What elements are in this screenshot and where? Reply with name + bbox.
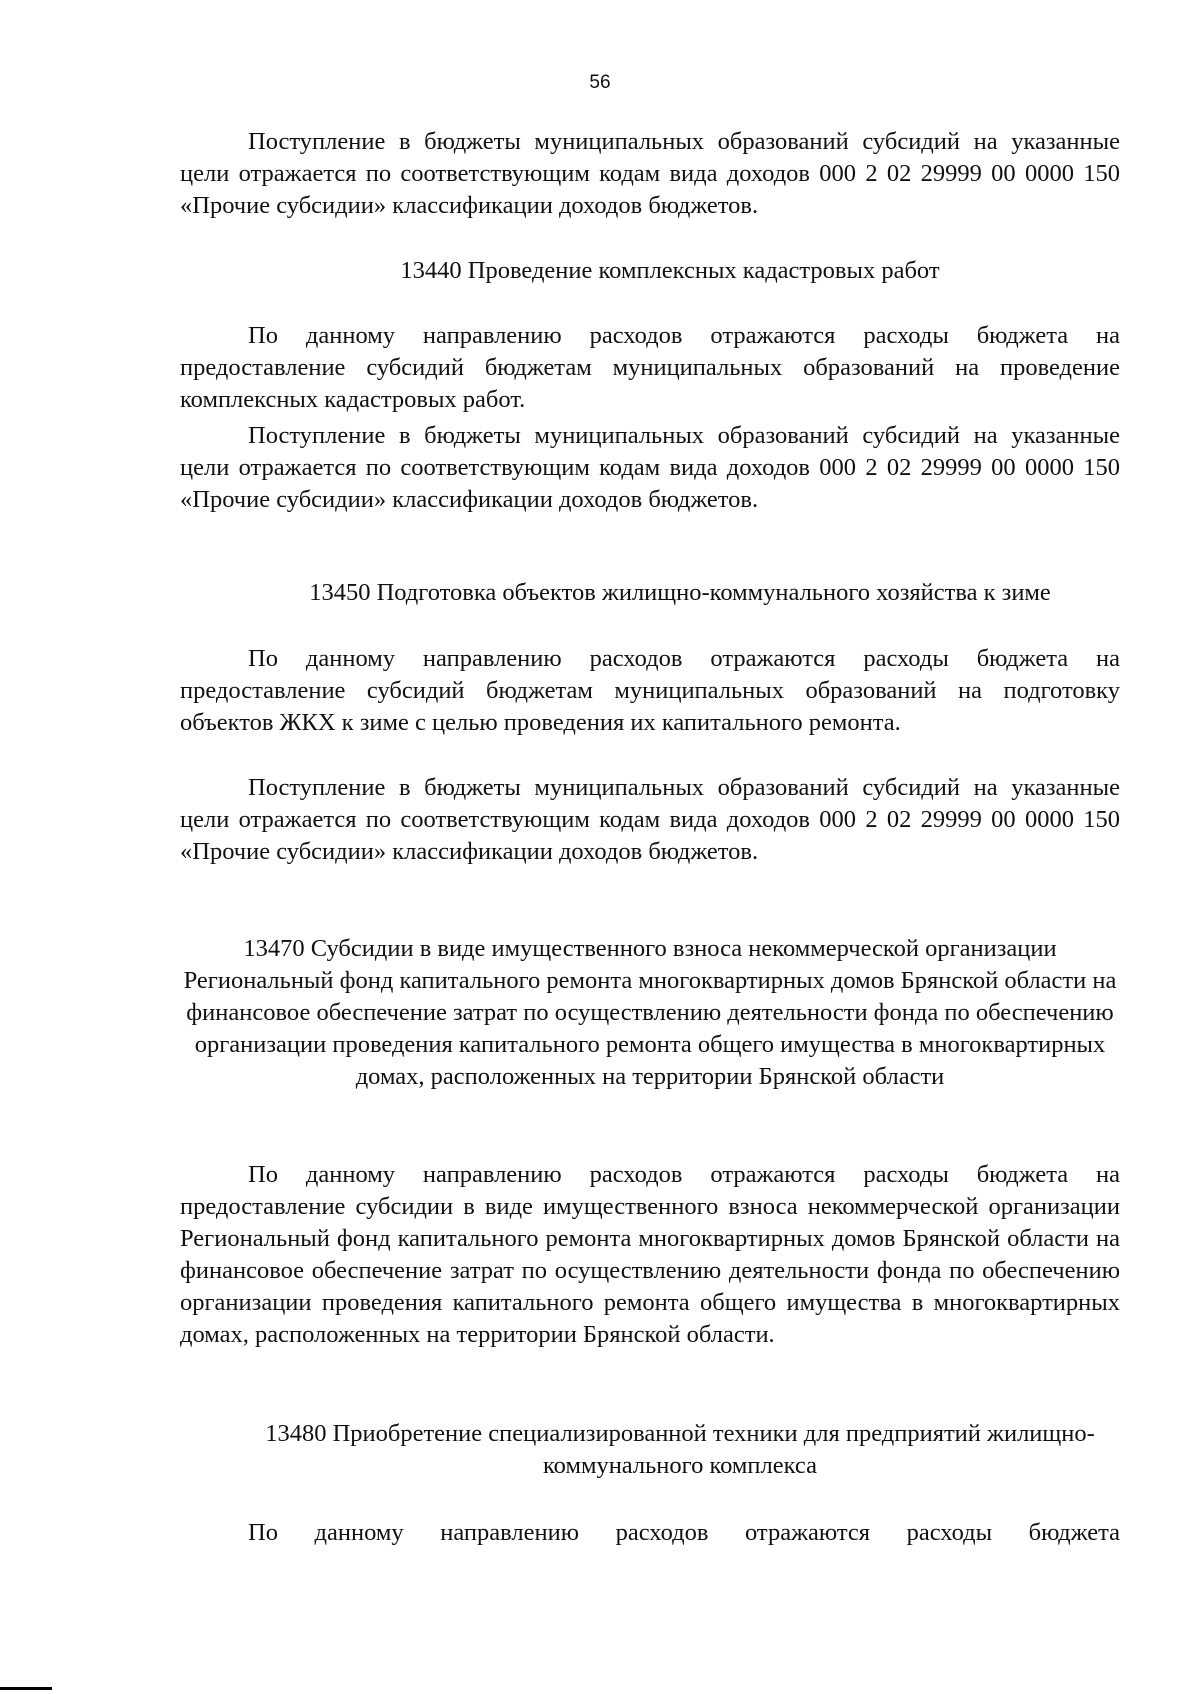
heading-13440: 13440 Проведение комплексных кадастровых работ — [400, 257, 940, 284]
heading-13450: 13450 Подготовка объектов жилищно-коммунального хозяйства к зиме — [309, 579, 1051, 606]
paragraph-receipt-3: Поступление в бюджеты муниципальных образований субсидий на указанные цели отражается по соответствующим кодам вида доходов 000 2 02 29999 00 0000 150 «Прочие субсидии» классификации доходов бюджетов. — [180, 774, 1120, 865]
heading-13470: 13470 Субсидии в виде имущественного взноса некоммерческой организации Региональный фонд капитального ремонта многоквартирных домов Брянской области на финансовое обеспечение затрат по осуществлению деятельности фонда по обеспечению организации проведения капитального ремонта общего имущества в многоквартирных домах, расположенных на территории Брянской области — [183, 935, 1117, 1090]
scan-edge-mark — [0, 1687, 52, 1690]
paragraph-13440-expenses: По данному направлению расходов отражаются расходы бюджета на предоставление субсидий бюджетам муниципальных образований на проведение комплексных кадастровых работ. — [180, 322, 1120, 413]
paragraph-receipt-1: Поступление в бюджеты муниципальных образований субсидий на указанные цели отражается по соответствующим кодам вида доходов 000 2 02 29999 00 0000 150 «Прочие субсидии» классификации доходов бюджетов. — [180, 128, 1120, 219]
paragraph-receipt-2: Поступление в бюджеты муниципальных образований субсидий на указанные цели отражается по соответствующим кодам вида доходов 000 2 02 29999 00 0000 150 «Прочие субсидии» классификации доходов бюджетов. — [180, 422, 1120, 513]
heading-13480: 13480 Приобретение специализированной техники для предприятий жилищно-коммунального комплекса — [265, 1420, 1095, 1479]
paragraph-13450-expenses: По данному направлению расходов отражаются расходы бюджета на предоставление субсидий бюджетам муниципальных образований на подготовку объектов ЖКХ к зиме с целью проведения их капитального ремонта. — [180, 645, 1120, 736]
page-number: 56 — [589, 72, 611, 93]
paragraph-13470-expenses: По данному направлению расходов отражаются расходы бюджета на предоставление субсидии в виде имущественного взноса некоммерческой организации Региональный фонд капитального ремонта многоквартирных домов Брянской области на финансовое обеспечение затрат по осуществлению деятельности фонда по обеспечению организации проведения капитального ремонта общего имущества в многоквартирных домах, расположенных на территории Брянской области. — [180, 1161, 1120, 1348]
paragraph-13480-expenses: По данному направлению расходов отражаются расходы бюджета — [248, 1519, 1120, 1546]
